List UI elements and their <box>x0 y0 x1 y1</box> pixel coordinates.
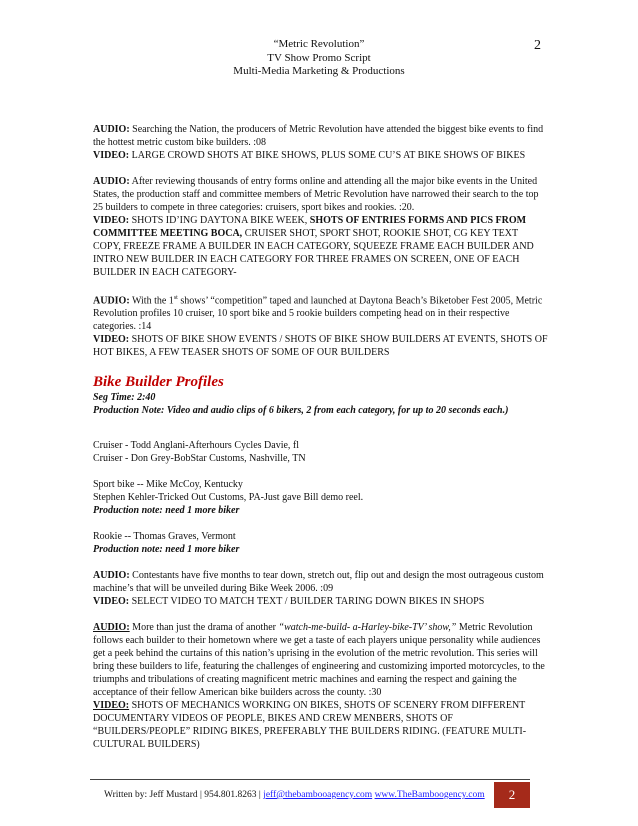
audio-text: With the 1 <box>129 295 174 307</box>
header-company: Multi-Media Marketing & Productions <box>233 65 405 77</box>
video-label: VIDEO: <box>93 150 130 161</box>
video-line <box>93 214 548 279</box>
header-show-title: “Metric Revolution” <box>273 38 365 50</box>
video-text-cont: CRUISER SHOT, SPORT SHOT, ROOKIE SHOT, CG KEY TEXT COPY, FREEZE FRAME A BUILDER IN EACH CATEGORY, SQUEEZE FRAME EACH BUILDER AND INTRO NEW BUILDER IN EACH CATEGORY FOR THREE FRAMES ON SCREEN, ONE OF EACH BUILDER IN EACH CATEGORY- <box>93 228 534 278</box>
script-block-5 <box>93 621 548 751</box>
builder-entry: Rookie -- Thomas Graves, Vermont <box>93 531 236 543</box>
header-script-type: TV Show Promo Script <box>267 51 371 64</box>
video-label: VIDEO: <box>93 700 130 712</box>
video-line <box>93 699 548 751</box>
page-header <box>0 38 638 79</box>
video-label: VIDEO: <box>93 334 130 346</box>
audio-line <box>93 292 548 333</box>
audio-text: Searching the Nation, the producers of Metric Revolution have attended the biggest bike events to find the hottest metric custom bike builders. :08 <box>93 124 544 148</box>
seg-time: Seg Time: 2:40 <box>93 392 156 404</box>
video-text-bold: SHOTS OF ENTRIES FORMS AND PICS FROM COMMITTEE MEETING BOCA, <box>93 215 527 239</box>
production-note: Production note: need 1 more biker <box>93 544 240 556</box>
audio-text: Contestants have five months to tear down, stretch out, flip out and design the most outrageous custom machine’s that will be unveiled during Bike Week 2006. :09 <box>93 570 544 595</box>
audio-text: More than just the drama of another <box>129 622 279 634</box>
audio-label: AUDIO: <box>93 295 130 307</box>
script-body <box>93 123 548 764</box>
audio-line <box>93 123 548 149</box>
audio-label: AUDIO: <box>93 176 130 187</box>
footer-divider <box>90 779 530 780</box>
audio-text: After reviewing thousands of entry forms online and attending all the major bike events in the United States, the production staff and committee members of Metric Revolution have narrowed their search to the top 25 builders to compete in three categories: cruisers, sport bikes and rookies. :20. <box>93 176 539 213</box>
script-block-3 <box>93 292 548 359</box>
script-block-2 <box>93 175 548 279</box>
video-line <box>93 149 548 162</box>
video-text: SHOTS OF BIKE SHOW EVENTS / SHOTS OF BIKE SHOW BUILDERS AT EVENTS, SHOTS OF HOT BIKES, A FEW TEASER SHOTS OF SOME OF OUR BUILDERS <box>93 334 548 359</box>
video-label: VIDEO: <box>93 596 130 608</box>
footer-website-link[interactable]: www.TheBamboogency.com <box>374 790 485 800</box>
builder-entry: Cruiser - Todd Anglani-Afterhours Cycles Davie, fl <box>93 440 300 452</box>
audio-label: AUDIO: <box>93 570 130 582</box>
builder-entry: Sport bike -- Mike McCoy, Kentucky <box>93 479 243 491</box>
production-note: Production note: need 1 more biker <box>93 505 240 517</box>
page-footer <box>90 782 530 808</box>
footer-author: Written by: Jeff Mustard | 954.801.8263 | <box>104 790 264 800</box>
audio-line <box>93 621 548 699</box>
video-text: SHOTS OF MECHANICS WORKING ON BIKES, SHOTS OF SCENERY FROM DIFFERENT DOCUMENTARY VIDEOS OF PEOPLE, BIKES AND CREW MENBERS, SHOTS OF “BUILDERS/PEOPLE” RIDING BIKES, PREFERABLY THE BUILDERS RIDING. (FEATURE MULTI-CULTURAL BUILDERS) <box>93 700 527 751</box>
header-page-number: 2 <box>534 38 541 53</box>
video-text: SHOTS ID’ING DAYTONA BIKE WEEK, <box>129 215 310 226</box>
video-line <box>93 595 548 608</box>
audio-text-cont: shows’ “competition” taped and launched at Daytona Beach’s Biketober Fest 2005, Metric Revolution profiles 10 cruiser, 10 sport bike and 5 rookie builders competing head on in their respective categories. :14 <box>93 295 543 333</box>
ordinal-suffix: st <box>173 295 178 301</box>
video-line <box>93 333 548 359</box>
script-block-4 <box>93 569 548 608</box>
audio-label: AUDIO: <box>93 124 130 135</box>
audio-line <box>93 175 548 214</box>
video-label: VIDEO: <box>93 215 130 226</box>
audio-text-italic: “watch-me-build- a-Harley-bike-TV’ show,” <box>278 622 457 634</box>
script-block-1 <box>93 123 548 162</box>
audio-label: AUDIO: <box>93 622 130 634</box>
video-text: SELECT VIDEO TO MATCH TEXT / BUILDER TARING DOWN BIKES IN SHOPS <box>129 596 485 608</box>
cruiser-builders <box>93 439 548 465</box>
footer-credits <box>90 790 494 800</box>
footer-page-number: 2 <box>494 782 530 808</box>
audio-line <box>93 569 548 595</box>
video-text: LARGE CROWD SHOTS AT BIKE SHOWS, PLUS SOME CU’S AT BIKE SHOWS OF BIKES <box>129 150 526 161</box>
rookie-builders <box>93 530 548 556</box>
production-note: Production Note: Video and audio clips of 6 bikers, 2 from each category, for up to 20 seconds each.) <box>93 405 509 417</box>
sport-builders <box>93 478 548 517</box>
audio-text-cont: Metric Revolution follows each builder to their hometown where we get a taste of each players unique personality while audiences get a peek behind the curtains of this nation’s uprising in the evolution of the metric revolution. This series will bring these builders to life, featuring the challenges of engineering and customizing imported motorcycles, to the triumphs and tribulations of creating magnificent metric machines and earning the respect and gaining the acceptance of their fellow American bike builders across the county. :30 <box>93 622 545 699</box>
builder-entry: Cruiser - Don Grey-BobStar Customs, Nashville, TN <box>93 453 306 465</box>
builder-entry: Stephen Kehler-Tricked Out Customs, PA-Just gave Bill demo reel. <box>93 492 364 504</box>
section-title: Bike Builder Profiles <box>93 374 224 391</box>
footer-email-link[interactable]: jeff@thebambooagency.com <box>263 790 373 800</box>
